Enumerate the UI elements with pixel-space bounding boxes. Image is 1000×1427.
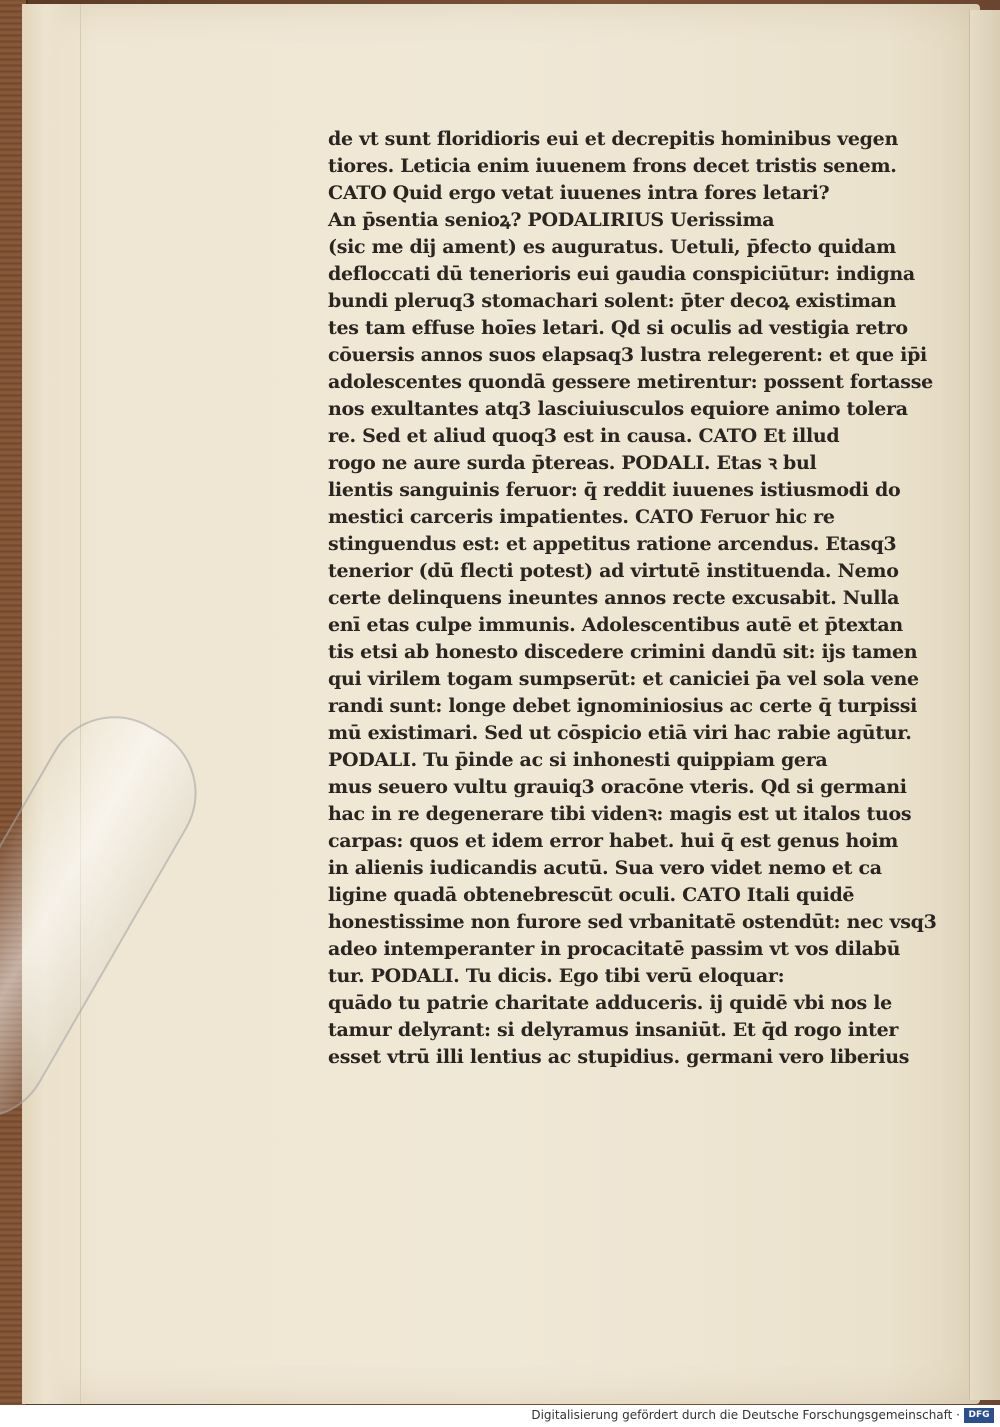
text-line: adeo intemperanter in procacitatē passim vt vos dilabū xyxy=(328,938,901,960)
text-line: PODALI. Tu p̄inde ac si inhonesti quippiam gera xyxy=(328,749,828,771)
text-line: cōuersis annos suos elapsaq3 lustra relegerent: et que ip̄i xyxy=(328,344,927,366)
text-line: (sic me dij ament) es auguratus. Uetuli, p̄fecto quidam xyxy=(328,236,896,258)
text-line: tur. PODALI. Tu dicis. Ego tibi verū eloquar: xyxy=(328,965,785,987)
text-line: enī etas culpe immunis. Adolescentibus autē et p̄textan xyxy=(328,614,903,636)
text-line: re. Sed et aliud quoq3 est in causa. CATO Et illud xyxy=(328,425,840,447)
text-line: certe delinquens ineuntes annos recte excusabit. Nulla xyxy=(328,587,900,609)
text-line: qui virilem togam sumpserūt: et caniciei p̄a vel sola vene xyxy=(328,668,919,690)
text-line: tenerior (dū flecti potest) ad virtutē instituenda. Nemo xyxy=(328,560,899,582)
text-line: quādo tu patrie charitate adduceris. ij quidē vbi nos le xyxy=(328,992,892,1014)
funding-notice: Digitalisierung gefördert durch die Deutsche Forschungsgemeinschaft · xyxy=(531,1408,960,1422)
text-line: esset vtrū illi lentius ac stupidius. germani vero liberius xyxy=(328,1046,910,1068)
text-line: adolescentes quondā gessere metirentur: possent fortasse xyxy=(328,371,933,393)
text-line: stinguendus est: et appetitus ratione arcendus. Etasq3 xyxy=(328,533,897,555)
page-right-edge xyxy=(969,10,1000,1400)
text-line: CATO Quid ergo vetat iuuenes intra fores letari? xyxy=(328,182,830,204)
text-line: tes tam effuse hoīes letari. Qd si oculis ad vestigia retro xyxy=(328,317,908,339)
dfg-logo: DFG xyxy=(964,1408,994,1423)
text-line: in alienis iudicandis acutū. Sua vero videt nemo et ca xyxy=(328,857,882,879)
text-line: ligine quadā obtenebrescūt oculi. CATO Itali quidē xyxy=(328,884,855,906)
text-line: tamur delyrant: si delyramus insaniūt. Et q̄d rogo inter xyxy=(328,1019,899,1041)
text-line: honestissime non furore sed vrbanitatē ostendūt: nec vsq3 xyxy=(328,911,937,933)
text-line: defloccati dū tenerioris eui gaudia conspiciūtur: indigna xyxy=(328,263,915,285)
text-line: de vt sunt floridioris eui et decrepitis hominibus vegen xyxy=(328,128,898,150)
text-line: rogo ne aure surda p̄tereas. PODALI. Etas ꝛ bul xyxy=(328,452,817,474)
text-line: An p̄sentia senioꝝ? PODALIRIUS Uerissima xyxy=(328,209,775,231)
text-line: mū existimari. Sed ut cōspicio etiā viri hac rabie agūtur. xyxy=(328,722,912,744)
text-block xyxy=(328,126,937,1071)
text-line: hac in re degenerare tibi videnꝛ: magis est ut italos tuos xyxy=(328,803,912,825)
text-line: lientis sanguinis feruor: q̄ reddit iuuenes istiusmodi do xyxy=(328,479,901,501)
text-line: carpas: quos et idem error habet. hui q̄ est genus hoim xyxy=(328,830,899,852)
text-line: mestici carceris impatientes. CATO Feruor hic re xyxy=(328,506,835,528)
text-line: nos exultantes atq3 lasciuiusculos equiore animo tolera xyxy=(328,398,908,420)
footer-bar xyxy=(0,1405,1000,1427)
text-line: mus seuero vultu grauiq3 oracōne vteris. Qd si germani xyxy=(328,776,907,798)
text-line: randi sunt: longe debet ignominiosius ac certe q̄ turpissi xyxy=(328,695,918,717)
text-line: tis etsi ab honesto discedere crimini dandū sit: ijs tamen xyxy=(328,641,918,663)
page-fold xyxy=(22,4,81,1404)
text-line: tiores. Leticia enim iuuenem frons decet tristis senem. xyxy=(328,155,897,177)
text-line: bundi pleruq3 stomachari solent: p̄ter decoꝝ existiman xyxy=(328,290,897,312)
